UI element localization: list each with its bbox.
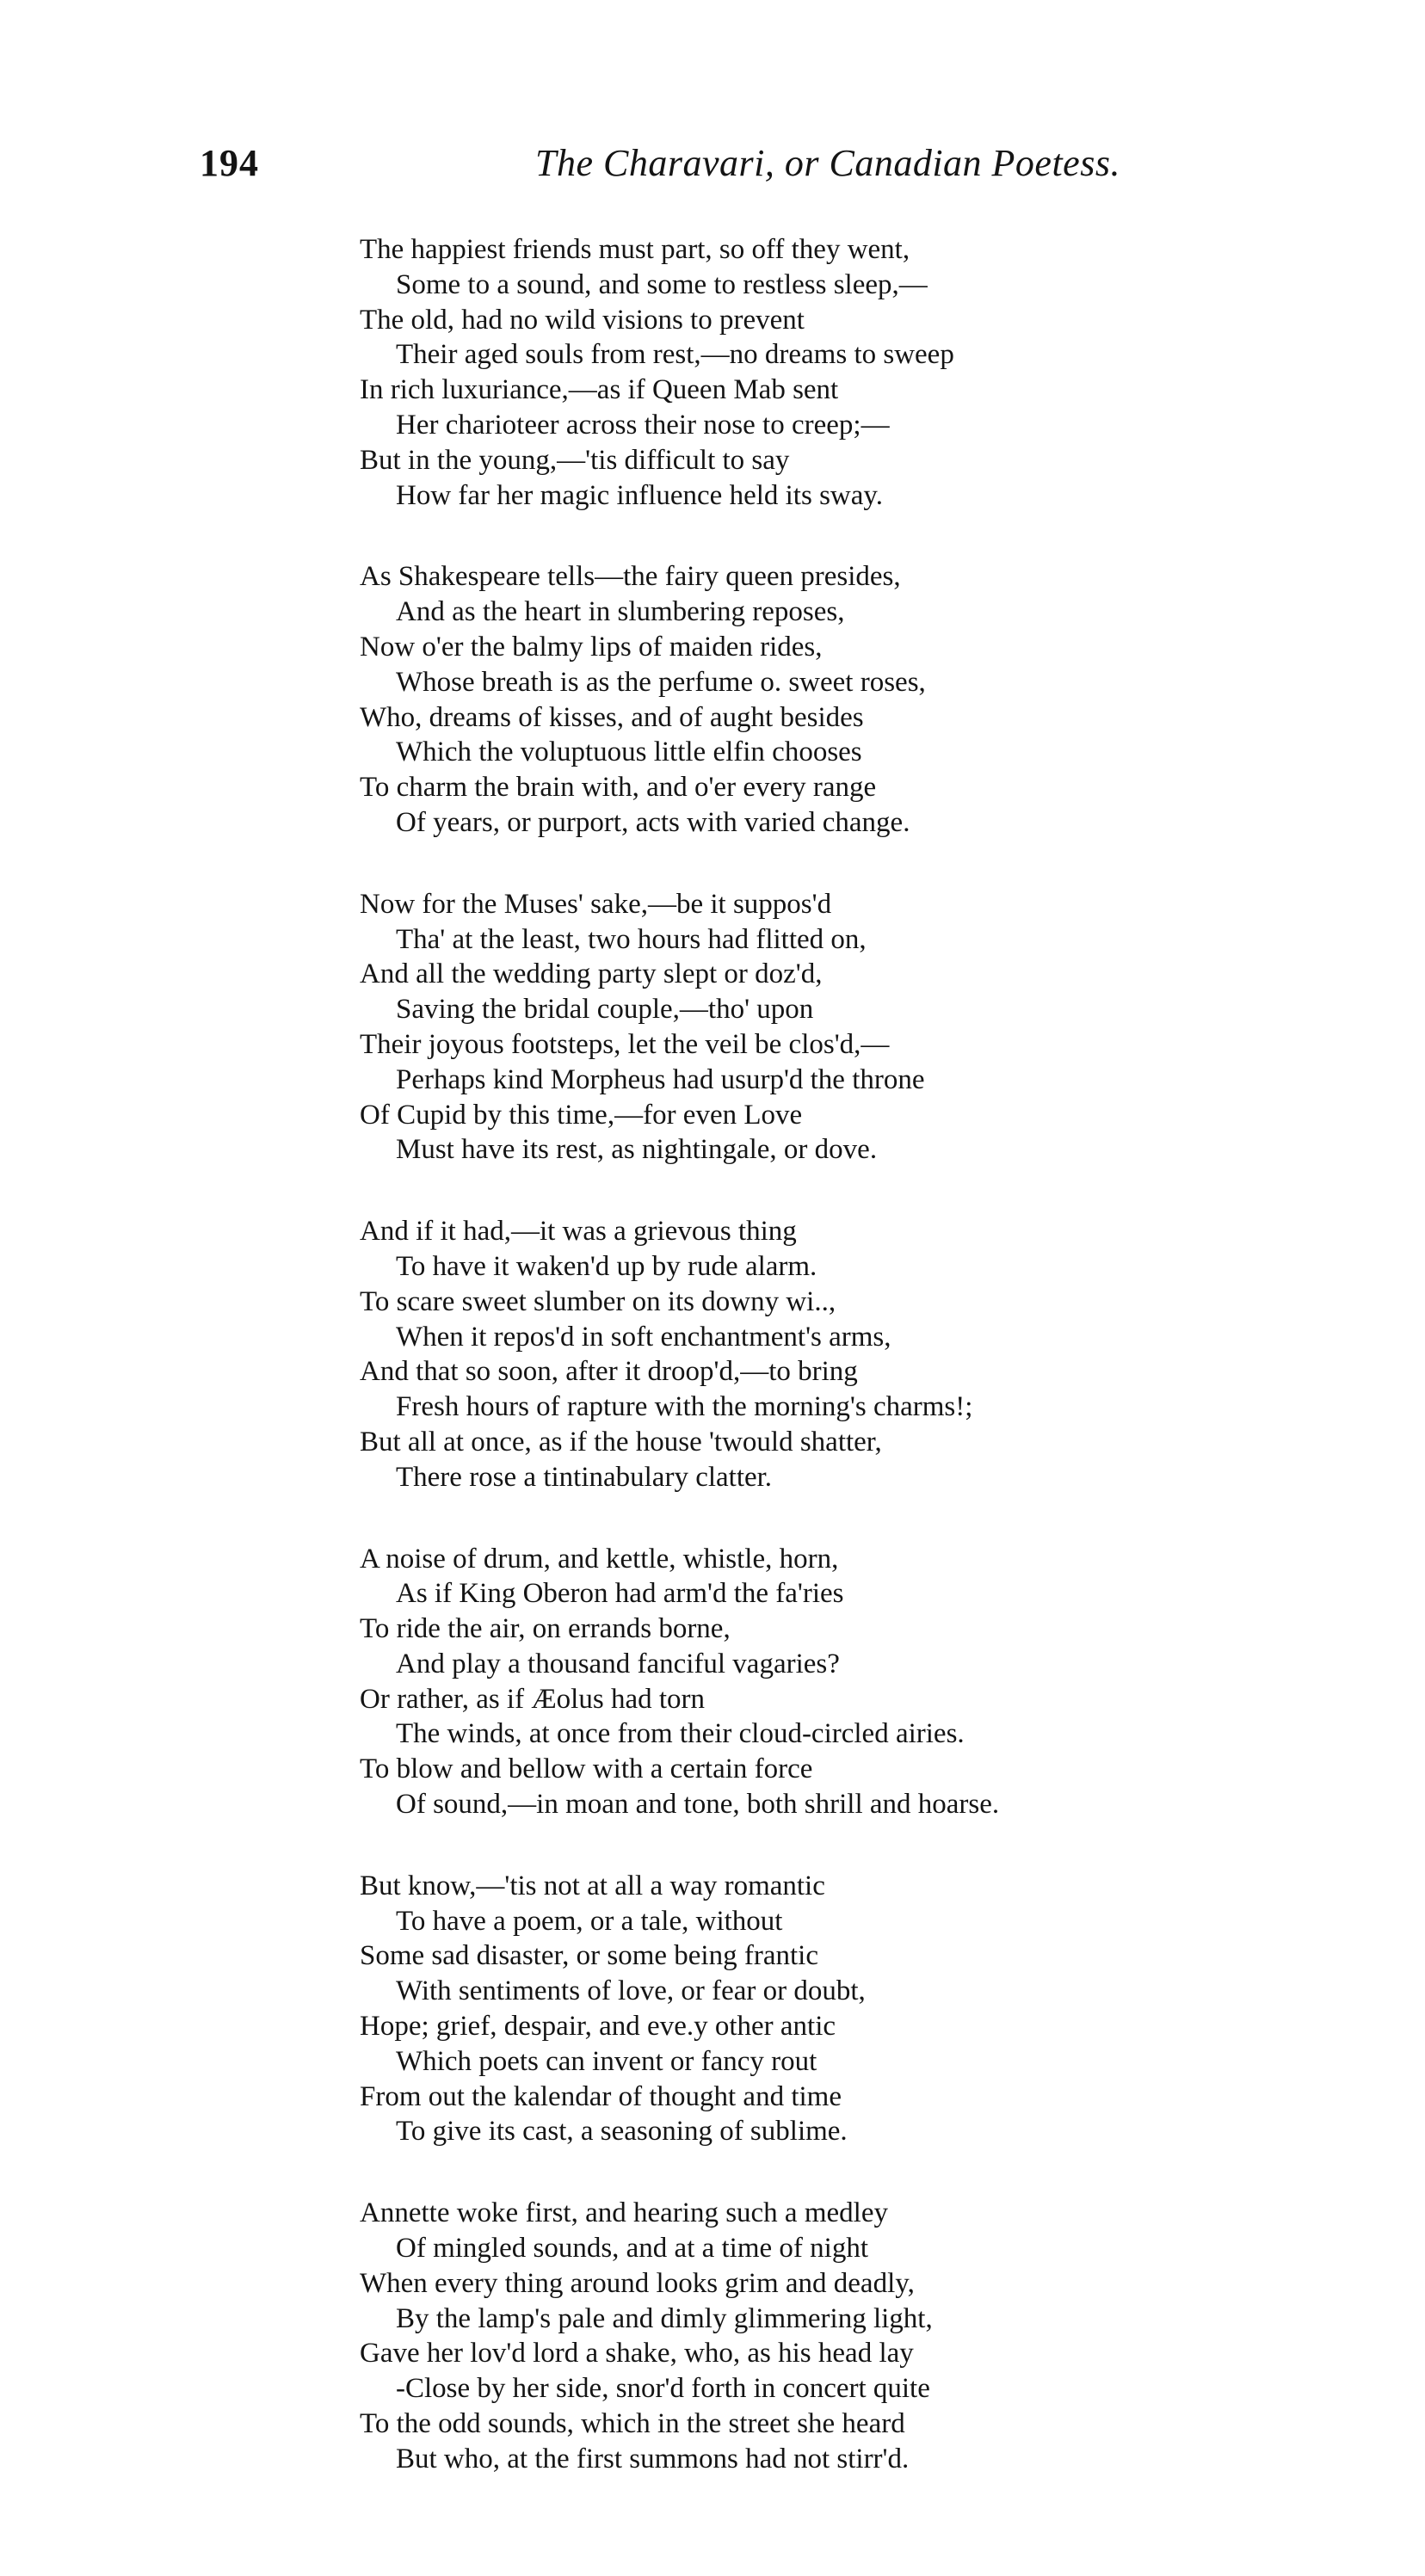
verse-line: Now o'er the balmy lips of maiden rides,: [360, 631, 823, 662]
verse-line: And if it had,—it was a grievous thing: [360, 1216, 797, 1248]
verse-line: Must have its rest, as nightingale, or dove.: [396, 1134, 878, 1166]
verse-line: Who, dreams of kisses, and of aught besides: [360, 701, 864, 733]
verse-line: When every thing around looks grim and deadly,: [360, 2267, 915, 2299]
verse-line: Of sound,—in moan and tone, both shrill and hoarse.: [396, 1789, 1000, 1821]
verse-line: How far her magic influence held its sway.: [396, 479, 883, 511]
verse-line: To have a poem, or a tale, without: [396, 1905, 783, 1937]
verse-line: To ride the air, on errands borne,: [360, 1613, 731, 1645]
verse-line: But who, at the first summons had not stirr'd.: [396, 2443, 910, 2474]
verse-line: Gave her lov'd lord a shake, who, as his head lay: [360, 2338, 914, 2370]
verse-line: Of years, or purport, acts with varied change.: [396, 806, 910, 838]
verse-line: And play a thousand fanciful vagaries?: [396, 1648, 840, 1679]
stanza: [360, 232, 1220, 513]
verse-line: The old, had no wild visions to prevent: [360, 304, 805, 336]
verse-line: Her charioteer across their nose to creep;—: [396, 409, 890, 441]
verse-line: The happiest friends must part, so off they went,: [360, 234, 910, 265]
verse-line: Now for the Muses' sake,—be it suppos'd: [360, 888, 832, 920]
verse-line: The winds, at once from their cloud-circled airies.: [396, 1718, 965, 1750]
verse-line: Some to a sound, and some to restless sleep,—: [396, 268, 928, 300]
verse-line: And all the wedding party slept or doz'd,: [360, 958, 823, 990]
stanza: [360, 1869, 1220, 2149]
verse-line: Of mingled sounds, and at a time of night: [396, 2233, 868, 2265]
verse-line: To scare sweet slumber on its downy wi..,: [360, 1285, 836, 1317]
stanza: [360, 559, 1220, 840]
verse-line: Annette woke first, and hearing such a medley: [360, 2197, 888, 2229]
verse-line: To give its cast, a seasoning of sublime.: [396, 2116, 848, 2148]
verse-line: Of Cupid by this time,—for even Love: [360, 1099, 803, 1131]
stanza: [360, 887, 1220, 1168]
stanza: [360, 2196, 1220, 2476]
verse-line: Fresh hours of rapture with the morning's charms!;: [396, 1391, 973, 1423]
verse-line: Hope; grief, despair, and eve.y other antic: [360, 2011, 836, 2043]
verse-line: To the odd sounds, which in the street she heard: [360, 2408, 905, 2440]
verse-line: From out the kalendar of thought and time: [360, 2080, 842, 2112]
stanza: [360, 1542, 1220, 1822]
verse-line: There rose a tintinabulary clatter.: [396, 1461, 773, 1493]
verse-line: As Shakespeare tells—the fairy queen presides,: [360, 561, 901, 593]
verse-line: Their joyous footsteps, let the veil be clos'd,—: [360, 1028, 890, 1060]
verse-line: When it repos'd in soft enchantment's arms,: [396, 1321, 891, 1353]
verse-line: Perhaps kind Morpheus had usurp'd the throne: [396, 1063, 925, 1095]
verse-line: Some sad disaster, or some being frantic: [360, 1940, 818, 1972]
verse-line: Their aged souls from rest,—no dreams to sweep: [396, 339, 954, 371]
poem-body: [360, 232, 1220, 2524]
verse-line: Or rather, as if Æolus had torn: [360, 1683, 705, 1715]
verse-line: Tha' at the least, two hours had flitted on,: [396, 923, 867, 955]
verse-line: With sentiments of love, or fear or doubt,: [396, 1975, 866, 2007]
verse-line: As if King Oberon had arm'd the fa'ries: [396, 1578, 844, 1610]
page-number: 194: [200, 142, 259, 184]
verse-line: To charm the brain with, and o'er every range: [360, 772, 877, 804]
verse-line: A noise of drum, and kettle, whistle, horn,: [360, 1543, 839, 1575]
verse-line: To blow and bellow with a certain force: [360, 1753, 813, 1785]
verse-line: In rich luxuriance,—as if Queen Mab sent: [360, 374, 839, 406]
verse-line: And as the heart in slumbering reposes,: [396, 596, 845, 628]
verse-line: But in the young,—'tis difficult to say: [360, 444, 790, 476]
running-title: The Charavari, or Canadian Poetess.: [535, 142, 1120, 184]
verse-line: -Close by her side, snor'd forth in concert quite: [396, 2373, 930, 2405]
verse-line: But all at once, as if the house 'twould shatter,: [360, 1426, 882, 1457]
verse-line: Whose breath is as the perfume o. sweet roses,: [396, 666, 926, 698]
verse-line: And that so soon, after it droop'd,—to bring: [360, 1356, 858, 1388]
stanza: [360, 1214, 1220, 1494]
verse-line: Saving the bridal couple,—tho' upon: [396, 994, 814, 1026]
verse-line: To have it waken'd up by rude alarm.: [396, 1250, 817, 1282]
verse-line: Which poets can invent or fancy rout: [396, 2045, 817, 2077]
verse-line: Which the voluptuous little elfin chooses: [396, 736, 862, 768]
verse-line: But know,—'tis not at all a way romantic: [360, 1870, 825, 1901]
page-header: [0, 0, 1425, 198]
verse-line: By the lamp's pale and dimly glimmering light,: [396, 2302, 933, 2334]
